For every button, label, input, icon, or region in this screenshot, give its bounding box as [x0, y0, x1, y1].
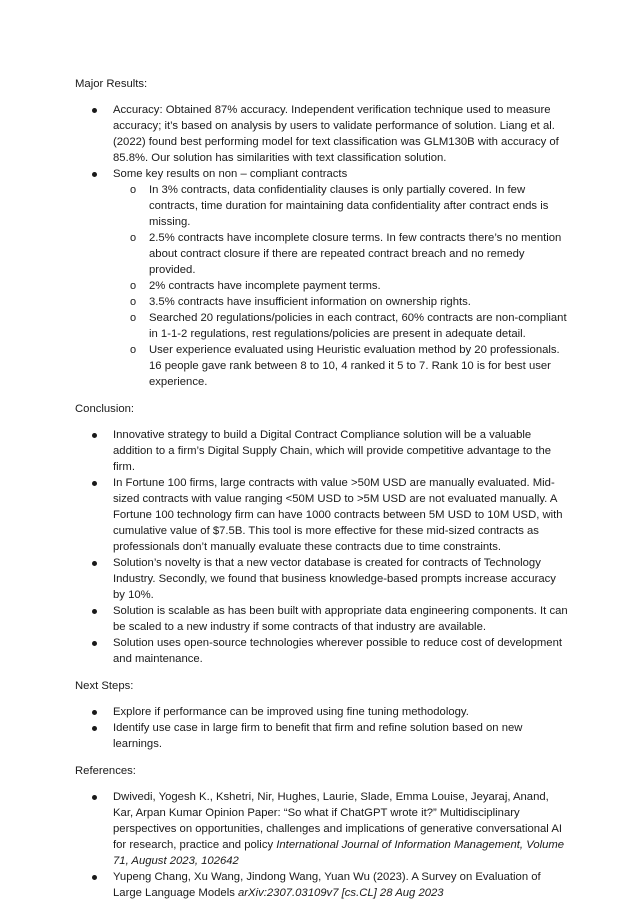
- list-item: [75, 427, 570, 475]
- conclusion-section: [75, 401, 570, 667]
- sub-list-item-text: 2.5% contracts have incomplete closure terms. In few contracts there’s no mention about contract closure if there are repeated contract breach and no remedy provided.: [149, 232, 562, 276]
- list-item: [75, 720, 570, 752]
- bullet-icon: [92, 641, 97, 646]
- circle-bullet-icon: o: [130, 312, 137, 324]
- circle-bullet-icon: o: [130, 184, 137, 196]
- references-section: [75, 763, 570, 901]
- circle-bullet-icon: o: [130, 344, 137, 356]
- sub-list-item-text: 2% contracts have incomplete payment terms.: [149, 280, 381, 292]
- sub-list: [113, 182, 570, 390]
- sub-list-item-text: In 3% contracts, data confidentiality clauses is only partially covered. In few contracts, time duration for maintaining data confidentiality after contract ends is missing.: [149, 184, 549, 228]
- list-item-text: Some key results on non – compliant contracts: [113, 168, 348, 180]
- list-item-text: Identify use case in large firm to benefit that firm and refine solution based on new learnings.: [113, 722, 523, 750]
- list-item: [75, 603, 570, 635]
- major-results-heading: Major Results:: [75, 78, 148, 90]
- reference-text: Yupeng Chang, Xu Wang, Jindong Wang, Yuan Wu (2023). A Survey on Evaluation of Large Language Models: [113, 871, 541, 899]
- next-steps-heading: Next Steps:: [75, 680, 134, 692]
- list-item: [75, 704, 570, 720]
- bullet-icon: [92, 108, 97, 113]
- bullet-icon: [92, 561, 97, 566]
- list-item: [75, 166, 570, 390]
- list-item-text: Accuracy: Obtained 87% accuracy. Independent verification technique used to measure accuracy; it’s based on analysis by users to validate performance of solution. Liang et al. (2022) found best performing model for text classification was GLM130B with accuracy of 85.8%. Our solution has similarities with text classification solution.: [113, 104, 559, 164]
- bullet-icon: [92, 710, 97, 715]
- bullet-icon: [92, 875, 97, 880]
- conclusion-list: [75, 427, 570, 667]
- list-item: [75, 102, 570, 166]
- conclusion-heading: Conclusion:: [75, 403, 135, 415]
- bullet-icon: [92, 433, 97, 438]
- next-steps-section: [75, 678, 570, 752]
- list-item: [75, 475, 570, 555]
- bullet-icon: [92, 481, 97, 486]
- list-item-text: Solution uses open-source technologies wherever possible to reduce cost of development and maintenance.: [113, 637, 563, 665]
- reference-item: [75, 789, 570, 869]
- list-item-text: Explore if performance can be improved using fine tuning methodology.: [113, 706, 469, 718]
- list-item: [75, 635, 570, 667]
- bullet-icon: [92, 609, 97, 614]
- major-results-list: [75, 102, 570, 390]
- list-item-text: Innovative strategy to build a Digital Contract Compliance solution will be a valuable addition to a firm’s Digital Supply Chain, which will provide competitive advantage to the firm.: [113, 429, 552, 473]
- reference-source: arXiv:2307.03109v7 [cs.CL] 28 Aug 2023: [238, 887, 444, 899]
- sub-list-item-text: User experience evaluated using Heuristic evaluation method by 20 professionals. 16 people gave rank between 8 to 10, 4 ranked it 5 to 7. Rank 10 is for best user experience.: [149, 344, 560, 388]
- next-steps-list: [75, 704, 570, 752]
- references-list: [75, 789, 570, 901]
- sub-list-item: [113, 182, 570, 230]
- sub-list-item: [113, 230, 570, 278]
- reference-source: International Journal of Information Management, Volume 71, August 2023, 102642: [113, 839, 565, 867]
- sub-list-item: [113, 278, 570, 294]
- sub-list-item: [113, 294, 570, 310]
- circle-bullet-icon: o: [130, 296, 137, 308]
- sub-list-item-text: 3.5% contracts have insufficient information on ownership rights.: [149, 296, 471, 308]
- bullet-icon: [92, 172, 97, 177]
- sub-list-item-text: Searched 20 regulations/policies in each contract, 60% contracts are non-compliant in 1-1-2 regulations, rest regulations/policies are present in adequate detail.: [149, 312, 567, 340]
- circle-bullet-icon: o: [130, 232, 137, 244]
- reference-text: Dwivedi, Yogesh K., Kshetri, Nir, Hughes, Laurie, Slade, Emma Louise, Jeyaraj, Anand, Kar, Arpan Kumar Opinion Paper: “So what if ChatGPT wrote it?” Multidisciplinary perspectives on opportunities, challenges and implications of generative conversational AI for research, practice and policy: [113, 791, 563, 851]
- list-item-text: Solution’s novelty is that a new vector database is created for contracts of Technology Industry. Secondly, we found that business knowledge-based prompts increase accuracy by 10%.: [113, 557, 556, 601]
- circle-bullet-icon: o: [130, 280, 137, 292]
- sub-list-item: [113, 310, 570, 342]
- bullet-icon: [92, 795, 97, 800]
- bullet-icon: [92, 726, 97, 731]
- list-item-text: In Fortune 100 firms, large contracts with value >50M USD are manually evaluated. Mid-sized contracts with value ranging <50M USD to >5M USD are not evaluated manually. A Fortune 100 technology firm can have 1000 contracts between 5M USD to 10M USD, with cumulative value of $7.5B. This tool is more effective for these mid-sized contracts as professionals don’t manually evaluate these contracts due to time constraints.: [113, 477, 563, 553]
- major-results-section: [75, 76, 570, 390]
- list-item: [75, 555, 570, 603]
- document-page: [75, 76, 570, 912]
- list-item-text: Solution is scalable as has been built with appropriate data engineering components. It can be scaled to a new industry if some contracts of that industry are available.: [113, 605, 568, 633]
- reference-item: [75, 869, 570, 901]
- sub-list-item: [113, 342, 570, 390]
- references-heading: References:: [75, 765, 136, 777]
